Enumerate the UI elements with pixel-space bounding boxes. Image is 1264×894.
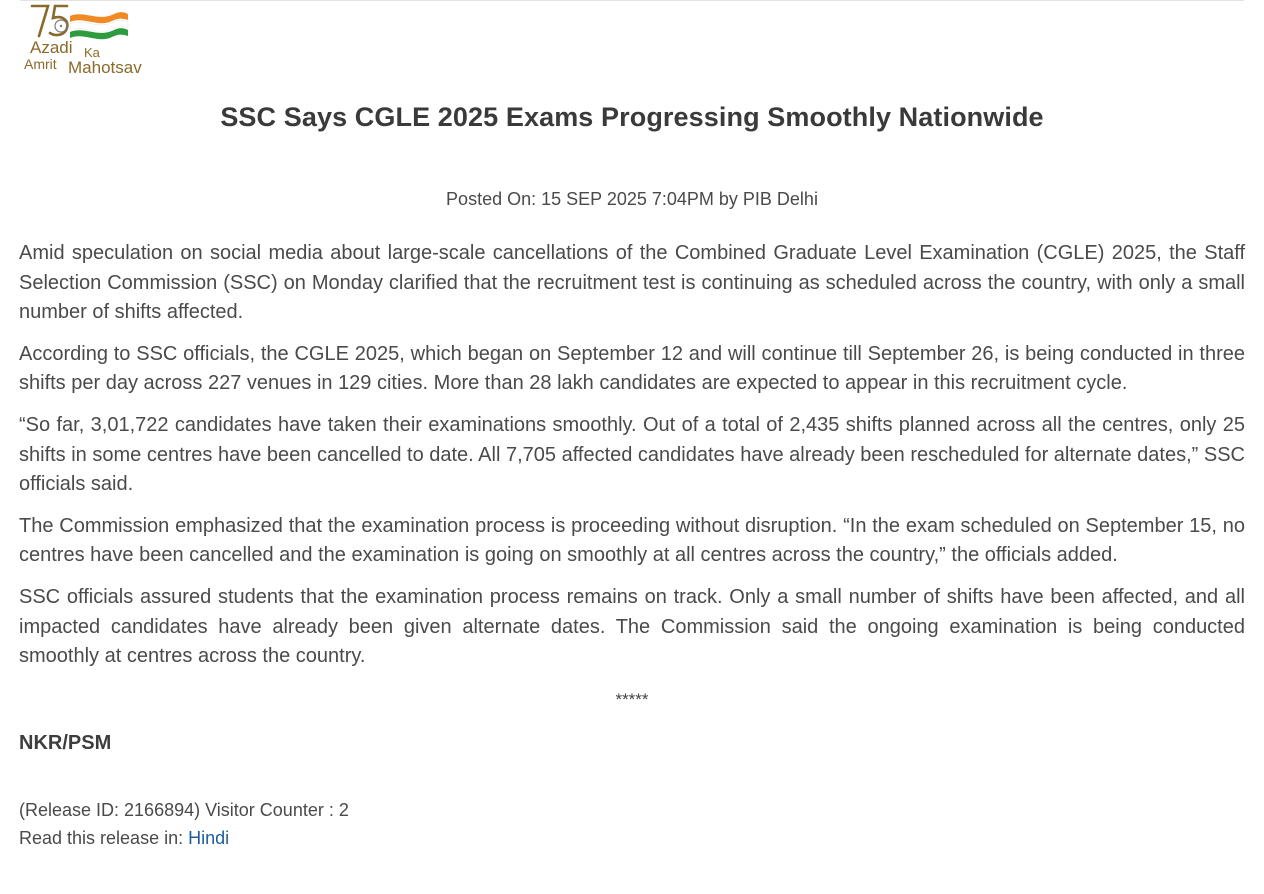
signoff-initials: NKR/PSM (19, 732, 112, 754)
article-paragraph: SSC officials assured students that the examination process remains on track. Only a small number of shifts have been affected, and all impacted candidates have already been given alternate dates. The Commission said the ongoing examination is being conducted smoothly at centres across the country. (19, 585, 1245, 668)
section-separator: ***** (615, 690, 649, 709)
top-divider (20, 0, 1244, 1)
logo-word-azadi: Azadi (30, 38, 73, 57)
article-paragraph: “So far, 3,01,722 candidates have taken their examinations smoothly. Out of a total of 2,435 shifts planned across all the centres, only 25 shifts in some centres have been cancelled to date. All 7,705 affected candidates have already been rescheduled for alternate dates,” SSC officials said. (19, 413, 1245, 496)
article-title: SSC Says CGLE 2025 Exams Progressing Smoothly Nationwide (220, 102, 1044, 132)
read-in-language (19, 828, 229, 849)
logo-word-amrit: Amrit (24, 56, 57, 72)
logo-word-ka: Ka (84, 45, 100, 60)
hindi-language-link[interactable]: Hindi (188, 828, 230, 848)
azadi-ka-amrit-mahotsav-logo (22, 2, 162, 80)
logo-word-mahotsav: Mahotsav (68, 58, 142, 77)
release-info: (Release ID: 2166894) Visitor Counter : 2 (19, 800, 349, 820)
read-in-label: Read this release in: (19, 828, 189, 848)
article-paragraph: According to SSC officials, the CGLE 2025, which began on September 12 and will continue till September 26, is being conducted in three shifts per day across 227 venues in 129 cities. More than 28 lakh candidates are expected to appear in this recruitment cycle. (19, 342, 1245, 395)
article-body (19, 239, 1245, 684)
article-paragraph: Amid speculation on social media about large-scale cancellations of the Combined Graduate Level Examination (CGLE) 2025, the Staff Selection Commission (SSC) on Monday clarified that the recruitment test is continuing as scheduled across the country, with only a small number of shifts affected. (19, 242, 1245, 324)
article-paragraph: The Commission emphasized that the examination process is proceeding without disruption. “In the exam scheduled on September 15, no centres have been cancelled and the examination is going on smoothly at all centres across the country,” the officials added. (19, 514, 1245, 567)
posted-on-meta: Posted On: 15 SEP 2025 7:04PM by PIB Delhi (446, 189, 818, 209)
